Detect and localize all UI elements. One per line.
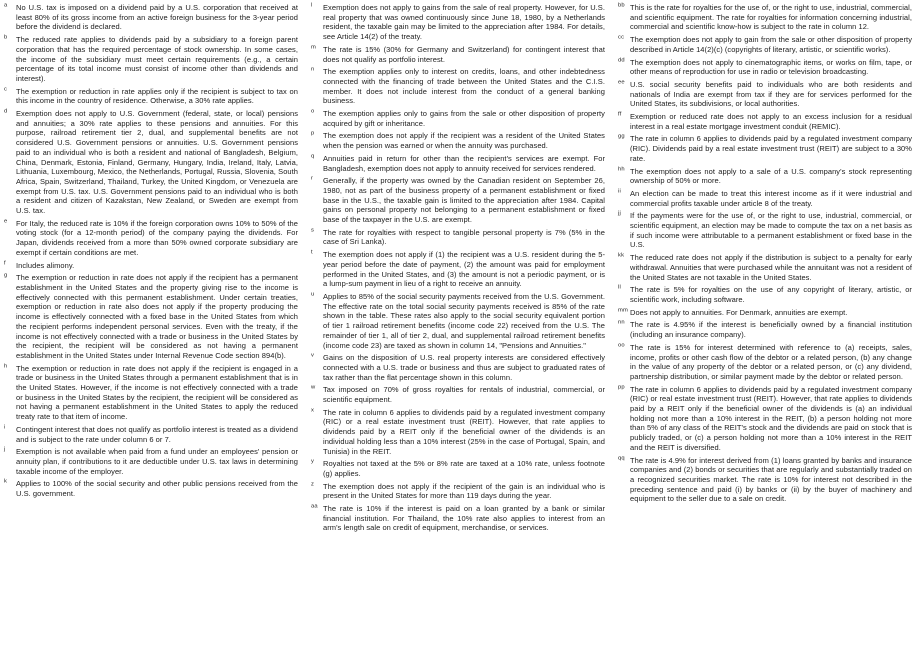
footnote-marker: z <box>311 481 315 488</box>
footnote-item <box>311 109 605 128</box>
footnote-item <box>311 176 605 225</box>
footnote-text: This is the rate for royalties for the use of, or the right to use, industrial, commercial, and scientific equipment. The rate for royalties for information concerning industrial, commercial and scientific know-how is subject to the rate in column 12. <box>630 3 912 32</box>
footnote-marker: h <box>4 363 8 370</box>
footnote-text: The exemption does not apply if (1) the recipient was a U.S. resident during the 5-year period before the date of payment, (2) the amount was paid for employment performed in the United States, and (3) the amount is not a periodic payment, or is a lump-sum payment in lieu of a right to receive an annuity. <box>323 250 605 289</box>
footnote-marker: m <box>311 44 317 51</box>
footnote-text: The rate is 15% for interest determined with reference to (a) receipts, sales, income, profits or other cash flow of the debtor or a related person, (b) any change in the value of any property of the debtor or a related person, or (c) any dividend, partnership distribution, or similar payment made by the debtor or related person. <box>630 342 912 381</box>
footnote-item <box>311 67 605 106</box>
footnote-marker: p <box>311 130 315 137</box>
footnote-item <box>618 189 912 208</box>
footnote-marker: x <box>311 407 315 414</box>
footnote-text: The reduced rate applies to dividends paid by a subsidiary to a foreign parent corporation that has the required percentage of stock ownership. In some cases, the income of the subsidiary must meet certain requirements (e.g., a certain percentage of its total income must consist of income other than dividends and interest). <box>16 35 298 83</box>
footnote-item <box>311 250 605 289</box>
footnote-item <box>311 45 605 64</box>
footnote-marker: pp <box>618 384 625 391</box>
footnote-marker: l <box>311 2 313 9</box>
footnote-text: Generally, if the property was owned by the Canadian resident on September 26, 1980, not as part of the business property of a permanent establishment or fixed base in the U.S., the taxable gain is limited to the appreciation after 1984. Capital gains on personal property not belonging to a permanent establishment or fixed base of the taxpayer in the U.S. are exempt. <box>323 176 605 225</box>
footnote-marker: s <box>311 227 315 234</box>
footnote-text: Tax imposed on 70% of gross royalties for rentals of industrial, commercial, or scientific equipment. <box>323 385 605 405</box>
footnote-marker: t <box>311 249 313 256</box>
footnote-item <box>311 408 605 457</box>
footnote-marker: mm <box>618 307 629 314</box>
footnote-item <box>4 273 298 360</box>
footnote-text: The rate is 4.95% if the interest is beneficially owned by a financial institution (including an insurance company). <box>630 320 912 340</box>
footnote-text: The exemption does not apply to gain from the sale or other disposition of property described in Article 14(2)(c) (copyrights of literary, artistic, or scientific works). <box>630 35 912 54</box>
footnote-item <box>4 3 298 32</box>
footnote-item <box>618 211 912 250</box>
footnote-item <box>311 228 605 247</box>
footnote-marker: ff <box>618 111 622 118</box>
footnote-marker: r <box>311 175 314 182</box>
footnote-column-1 <box>4 3 298 657</box>
footnote-marker: k <box>4 478 8 485</box>
footnote-text: The exemption does not apply to cinematographic items, or works on film, tape, or other means of reproduction for use in radio or television broadcasting. <box>630 57 912 77</box>
footnote-item <box>311 3 605 42</box>
footnote-text: The exemption applies only to gains from the sale or other disposition of property acquired by gift or inheritance. <box>323 109 605 128</box>
footnote-marker: ii <box>618 188 621 195</box>
footnote-item <box>4 425 298 444</box>
footnote-marker: nn <box>618 319 625 326</box>
footnote-text: Royalties not taxed at the 5% or 8% rate are taxed at a 10% rate, unless footnote (g) applies. <box>323 459 605 478</box>
footnote-marker: u <box>311 291 315 298</box>
footnote-text: The exemption does not apply if the recipient of the gain is an individual who is present in the United States for more than 119 days during the year. <box>323 481 605 501</box>
footnote-column-3 <box>618 3 912 657</box>
footnote-item <box>618 112 912 131</box>
footnote-item <box>4 447 298 476</box>
footnote-text: U.S. social security benefits paid to individuals who are both residents and nationals of India are exempt from tax if they are for services performed for the United States, its subdivisions, or local authorities. <box>630 79 912 109</box>
footnote-item <box>311 353 605 382</box>
footnote-text: Includes alimony. <box>16 260 75 270</box>
footnote-text: Applies to 85% of the social security payments received from the U.S. Government. The effective rate on the total social security payments received is 85% of the rate shown in the table. These rates also apply to the social security equivalent portion of tier 1 railroad retirement benefits (income code 22) received from the U.S. The remainder of tier 1, all of tier 2, dual, and supplemental railroad retirement benefits (income code 23) are taxed as shown in column 14, "Pensions and Annuities." <box>323 291 605 350</box>
footnote-marker: f <box>4 260 6 267</box>
footnote-item <box>4 479 298 498</box>
footnote-item <box>4 35 298 84</box>
footnote-text: The exemption or reduction in rate applies only if the recipient is subject to tax on this income in the country of residence. Otherwise, a 30% rate applies. <box>16 86 298 106</box>
footnote-text: Does not apply to annuities. For Denmark, annuities are exempt. <box>630 307 848 317</box>
footnote-text: The reduced rate does not apply if the distribution is subject to a penalty for early withdrawal. Annuities that were purchased while the annuitant was not a resident of the United States are not taxable in the United States. <box>630 253 912 282</box>
footnote-marker: kk <box>618 252 625 259</box>
footnote-item <box>618 35 912 54</box>
footnote-text: Gains on the disposition of U.S. real property interests are considered effectively connected with a U.S. trade or business and thus are subject to graduated rates of tax rather than the flat percentage shown in this column. <box>323 353 605 382</box>
footnote-item <box>311 385 605 404</box>
footnote-text: The exemption applies only to interest on credits, loans, and other indebtedness connected with the financing of trade between the United States and the C.I.S. member. It does not include interest from the conduct of a general banking business. <box>323 67 605 106</box>
footnote-marker: aa <box>311 503 318 510</box>
footnote-column-2 <box>311 3 605 657</box>
footnote-item <box>311 292 605 350</box>
footnote-marker: g <box>4 272 8 279</box>
footnote-item <box>618 320 912 339</box>
footnote-item <box>618 80 912 109</box>
footnote-text: The rate in column 6 applies to dividends paid by a regulated investment company (RIC). Dividends paid by a real estate investment trust (REIT) are subject to a 30% rate. <box>630 134 912 163</box>
footnote-item <box>4 109 298 216</box>
footnote-item <box>618 253 912 282</box>
footnote-item <box>618 343 912 382</box>
footnote-item <box>311 154 605 173</box>
footnote-text: The exemption or reduction in rate does not apply if the recipient is engaged in a trade or business in the United States through a permanent establishment that is in the United States. However, if the income is not effectively connected with a trade or business in the United States by the recipient, the recipient will be considered as not having a permanent establishment in the United States to apply the reduced treaty rate to that item of income. <box>16 363 298 422</box>
footnote-marker: v <box>311 352 315 359</box>
footnote-text: For Italy, the reduced rate is 10% if the foreign corporation owns 10% to 50% of the voting stock (for a 12-month period) of the company paying the dividends. For Japan, dividends received from a more than 50% owned corporate subsidiary are exempt if certain conditions are met. <box>16 218 298 257</box>
footnote-marker: d <box>4 108 8 115</box>
footnote-text: Exemption does not apply to gains from the sale of real property. However, for U.S. real property that was owned continuously since June 18, 1980, by a Netherlands resident, the taxable gain may be limited to the appreciation after 1984. For details, see Article 14(2) of the treaty. <box>323 3 605 42</box>
footnote-item <box>618 167 912 186</box>
footnote-item <box>618 3 912 32</box>
footnote-text: Exemption or reduced rate does not apply to an excess inclusion for a residual interest in a real estate mortgage investment conduit (REMIC). <box>630 112 912 131</box>
footnote-marker: n <box>311 66 315 73</box>
footnote-marker: ll <box>618 284 621 291</box>
footnote-item <box>311 482 605 501</box>
footnote-marker: dd <box>618 57 625 64</box>
footnote-item <box>4 219 298 258</box>
footnote-marker: c <box>4 86 8 93</box>
footnote-text: The rate in column 6 applies to dividends paid by a regulated investment company (RIC) or real estate investment trust (REIT). However, that rate applies to dividends paid by a REIT only if the beneficial owner of the dividends is (a) an individual holding not more than a 10% interest in the REIT, (b) a person holding not more than 5% of any class of the REIT's stock and the dividends are paid on stock that is publicly traded, or (c) a person holding not more than a 10% interest in the REIT and the REIT is diversified. <box>630 384 912 452</box>
footnote-text: The rate for royalties with respect to tangible personal property is 7% (5% in the case of Sri Lanka). <box>323 227 605 247</box>
footnote-marker: gg <box>618 133 625 140</box>
footnote-text: The rate in column 6 applies to dividends paid by a regulated investment company (RIC) or a real estate investment trust (REIT). However, that rate applies to dividends paid by a REIT only if the beneficial owner of the dividends is an individual holding less than a 10% interest (25% in the case of Portugal, Spain, and Tunisia) in the REIT. <box>323 407 605 456</box>
footnote-marker: a <box>4 2 8 9</box>
footnote-marker: w <box>311 384 316 391</box>
footnote-marker: cc <box>618 34 625 41</box>
footnote-text: No U.S. tax is imposed on a dividend paid by a U.S. corporation that received at least 80% of its gross income from an active foreign business for the 3-year period before the dividend is declared. <box>16 3 298 32</box>
footnote-marker: qq <box>618 455 625 462</box>
footnote-item <box>618 134 912 163</box>
footnote-marker: bb <box>618 2 625 9</box>
footnote-marker: jj <box>618 210 621 217</box>
footnote-text: Exemption is not available when paid from a fund under an employees' pension or annuity plan, if contributions to it are deductible under U.S. tax laws in determining taxable income of the employer. <box>16 447 298 476</box>
footnote-text: The rate is 5% for royalties on the use of any copyright of literary, artistic, or scientific work, including software. <box>630 285 912 304</box>
footnote-marker: b <box>4 34 8 41</box>
footnote-text: Applies to 100% of the social security and other public pensions received from the U.S. government. <box>16 479 298 499</box>
footnote-item <box>618 58 912 77</box>
footnote-text: The exemption or reduction in rate does not apply if the recipient has a permanent establishment in the United States and the property giving rise to the income is effectively connected with this permanent establishment. Under certain treaties, exemption or reduction in rate also does not apply if the property producing the income is effectively connected with a fixed base in the United States from which the recipient performs independent personal services. Even with the treaty, if the income is not effectively connected with a trade or business in the United States by the recipient, the recipient will be considered as not having a permanent establishment in the United States under Internal Revenue Code section 894(b). <box>16 273 298 360</box>
footnote-marker: j <box>4 446 6 453</box>
footnote-item <box>311 459 605 478</box>
footnote-text: The rate is 10% if the interest is paid on a loan granted by a bank or similar financial institution. For Thailand, the 10% rate also applies to interest from an arm's length sale on credit of equipment, merchandise, or services. <box>323 504 605 533</box>
footnote-item <box>618 285 912 304</box>
footnote-text: Annuities paid in return for other than the recipient's services are exempt. For Bangladesh, exemption does not apply to annuity received for services rendered. <box>323 153 605 173</box>
footnote-item <box>4 261 298 271</box>
footnote-marker: ee <box>618 79 625 86</box>
footnote-text: The exemption does not apply to a sale of a U.S. company's stock representing ownership of 50% or more. <box>630 166 912 186</box>
footnote-item <box>4 364 298 422</box>
footnote-item <box>618 456 912 505</box>
footnote-marker: y <box>311 458 315 465</box>
footnote-text: The rate is 15% (30% for Germany and Switzerland) for contingent interest that does not qualify as portfolio interest. <box>323 44 605 64</box>
footnote-text: The exemption does not apply if the recipient was a resident of the United States when the pension was earned or when the annuity was purchased. <box>323 131 605 151</box>
footnote-marker: oo <box>618 342 625 349</box>
footnote-marker: hh <box>618 166 625 173</box>
footnote-marker: i <box>4 424 6 431</box>
footnote-item <box>311 504 605 533</box>
footnote-item <box>4 87 298 106</box>
footnote-item <box>618 308 912 318</box>
footnote-item <box>311 131 605 150</box>
footnote-text: Exemption does not apply to U.S. Government (federal, state, or local) pensions and annuities; a 30% rate applies to these pensions and annuities. For this purpose, railroad retirement tier 2, dual, and supplemental benefits are not considered U.S. Government pensions or annuities. U.S. Government pensions paid to an individual who is both a resident and national of Bangladesh, Belgium, China, Denmark, Estonia, Finland, Germany, Hungary, India, Ireland, Italy, Latvia, Lithuania, Luxembourg, Mexico, the Netherlands, Portugal, Russia, Slovenia, South Africa, Spain, Switzerland, Thailand, Turkey, the United Kingdom, or Venezuela are exempt from U.S. tax. U.S. Government pensions paid to an individual who is both a resident and citizen of Kazakstan, New Zealand, or Sweden are exempt from U.S. tax. <box>16 109 298 216</box>
footnote-marker: o <box>311 108 315 115</box>
footnote-item <box>618 385 912 453</box>
footnote-marker: e <box>4 218 8 225</box>
footnote-text: An election can be made to treat this interest income as if it were industrial and commercial profits taxable under article 8 of the treaty. <box>630 188 912 208</box>
footnote-text: Contingent interest that does not qualify as portfolio interest is treated as a dividend and is subject to the rate under column 6 or 7. <box>16 424 298 444</box>
footnote-marker: q <box>311 153 315 160</box>
footnote-text: The rate is 4.9% for interest derived from (1) loans granted by banks and insurance companies and (2) bonds or securities that are regularly and substantially traded on a recognized securities market. The rate is 10% for interest not described in the preceding sentence and paid (i) by banks or (ii) by the buyer of machinery and equipment to the seller due to a sale on credit. <box>630 455 912 504</box>
footnote-text: If the payments were for the use of, or the right to use, industrial, commercial, or scientific equipment, an election may be made to compute the tax on a net basis as if such income were attributable to a permanent establishment or fixed base in the U.S. <box>630 211 912 250</box>
